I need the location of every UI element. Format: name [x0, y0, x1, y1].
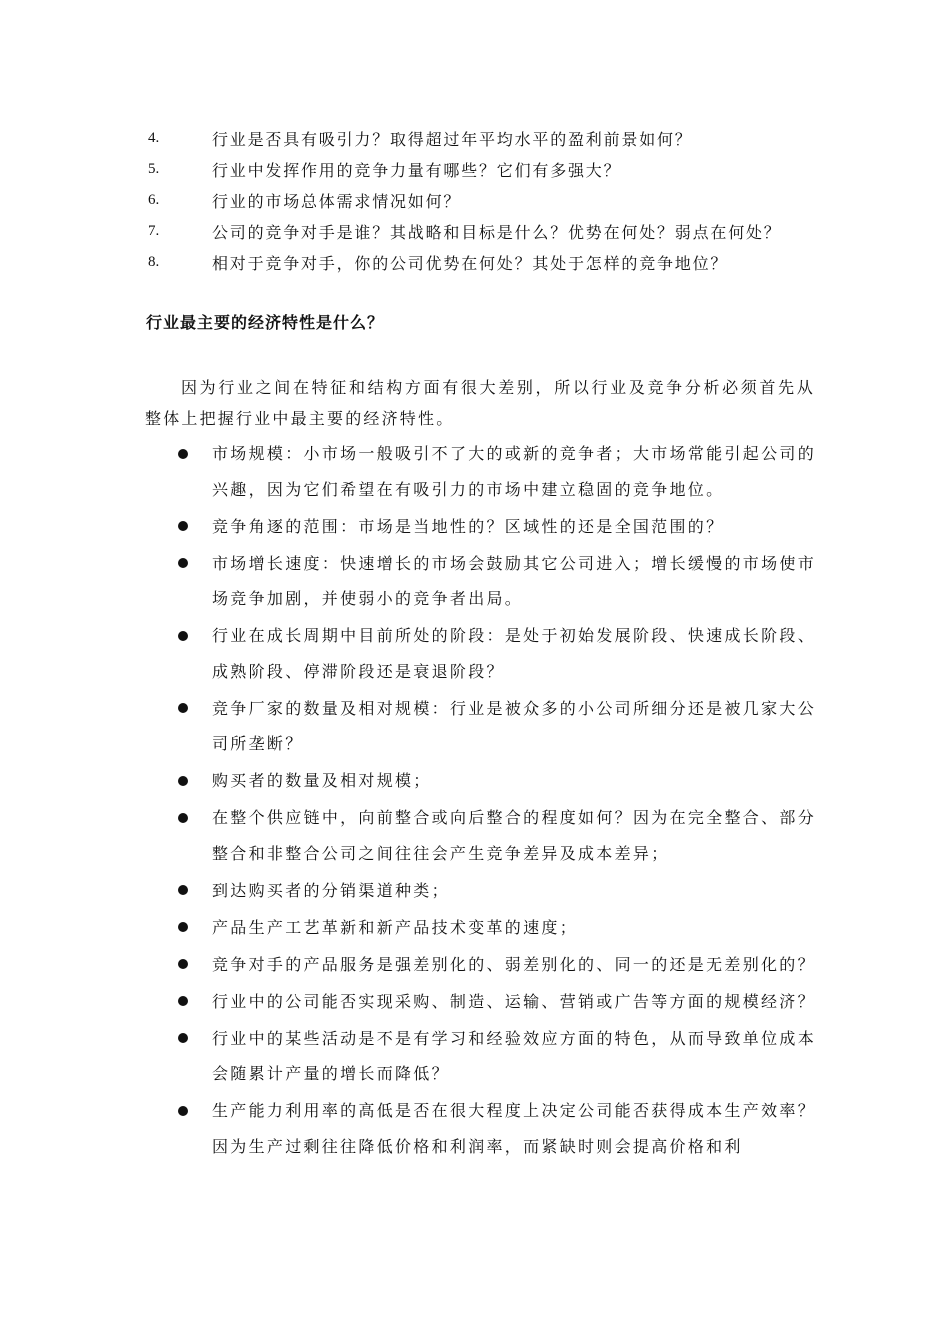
bullet-icon: [176, 1021, 212, 1057]
bullet-text: 在整个供应链中，向前整合或向后整合的程度如何？因为在完全整合、部分整合和非整合公司之间往往会产生竞争差异及成本差异；: [212, 808, 816, 863]
item-number: 8.: [148, 254, 160, 270]
bullet-text: 行业中的公司能否实现采购、制造、运输、营销或广告等方面的规模经济？: [212, 991, 816, 1011]
list-item: [176, 984, 816, 1020]
list-item: [176, 618, 816, 689]
bullet-list: [176, 436, 816, 1166]
list-item: [176, 763, 816, 799]
item-text: 行业是否具有吸引力？取得超过年平均水平的盈利前景如何？: [212, 130, 693, 149]
intro-paragraph: 因为行业之间在特征和结构方面有很大差别，所以行业及竞争分析必须首先从整体上把握行业中最主要的经济特性。: [145, 378, 815, 428]
numbered-question-list: [148, 123, 828, 278]
bullet-text: 市场增长速度：快速增长的市场会鼓励其它公司进入；增长缓慢的市场使市场竞争加剧，并使弱小的竞争者出局。: [212, 553, 816, 608]
list-item: [176, 873, 816, 909]
item-text: 行业的市场总体需求情况如何？: [212, 192, 462, 211]
bullet-icon: [176, 691, 212, 727]
bullet-text: 竞争对手的产品服务是强差别化的、弱差别化的、同一的还是无差别化的？: [212, 954, 816, 974]
bullet-icon: [176, 984, 212, 1020]
list-item: [176, 691, 816, 762]
bullet-text: 竞争角逐的范围：市场是当地性的？区域性的还是全国范围的？: [212, 516, 725, 536]
item-number: 7.: [148, 223, 160, 239]
bullet-text: 行业中的某些活动是不是有学习和经验效应方面的特色，从而导致单位成本会随累计产量的增长而降低？: [212, 1028, 816, 1083]
bullet-text: 市场规模：小市场一般吸引不了大的或新的竞争者；大市场常能引起公司的兴趣，因为它们希望在有吸引力的市场中建立稳固的竞争地位。: [212, 444, 816, 499]
list-item: [148, 247, 828, 278]
section-heading: 行业最主要的经济特性是什么？: [146, 313, 385, 332]
bullet-icon: [176, 947, 212, 983]
bullet-icon: [176, 910, 212, 946]
bullet-text: 竞争厂家的数量及相对规模：行业是被众多的小公司所细分还是被几家大公司所垄断？: [212, 698, 816, 753]
bullet-text: 到达购买者的分销渠道种类；: [212, 880, 450, 900]
bullet-text: 生产能力利用率的高低是否在很大程度上决定公司能否获得成本生产效率？因为生产过剩往往降低价格和利润率，而紧缺时则会提高价格和利: [212, 1101, 816, 1156]
list-item: [176, 910, 816, 946]
bullet-icon: [176, 436, 212, 472]
bullet-text: 行业在成长周期中目前所处的阶段：是处于初始发展阶段、快速成长阶段、成熟阶段、停滞阶段还是衰退阶段？: [212, 626, 816, 681]
bullet-text: 产品生产工艺革新和新产品技术变革的速度；: [212, 917, 579, 937]
bullet-icon: [176, 873, 212, 909]
bullet-icon: [176, 1093, 212, 1129]
item-text: 相对于竞争对手，你的公司优势在何处？其处于怎样的竞争地位？: [212, 254, 729, 273]
bullet-icon: [176, 763, 212, 799]
list-item: [148, 216, 828, 247]
item-text: 公司的竞争对手是谁？其战略和目标是什么？优势在何处？弱点在何处？: [212, 223, 782, 242]
list-item: [148, 154, 828, 185]
list-item: [176, 1021, 816, 1092]
item-number: 5.: [148, 161, 160, 177]
list-item: [176, 546, 816, 617]
list-item: [176, 800, 816, 871]
bullet-text: 购买者的数量及相对规模；: [212, 771, 432, 790]
item-number: 4.: [148, 130, 160, 146]
item-text: 行业中发挥作用的竞争力量有哪些？它们有多强大？: [212, 161, 622, 180]
item-number: 6.: [148, 192, 160, 208]
list-item: [176, 947, 816, 983]
list-item: [176, 509, 816, 545]
bullet-icon: [176, 618, 212, 654]
list-item: [148, 123, 828, 154]
list-item: [176, 1093, 816, 1164]
list-item: [176, 436, 816, 507]
list-item: [148, 185, 828, 216]
bullet-icon: [176, 800, 212, 836]
bullet-icon: [176, 509, 212, 545]
bullet-icon: [176, 546, 212, 582]
